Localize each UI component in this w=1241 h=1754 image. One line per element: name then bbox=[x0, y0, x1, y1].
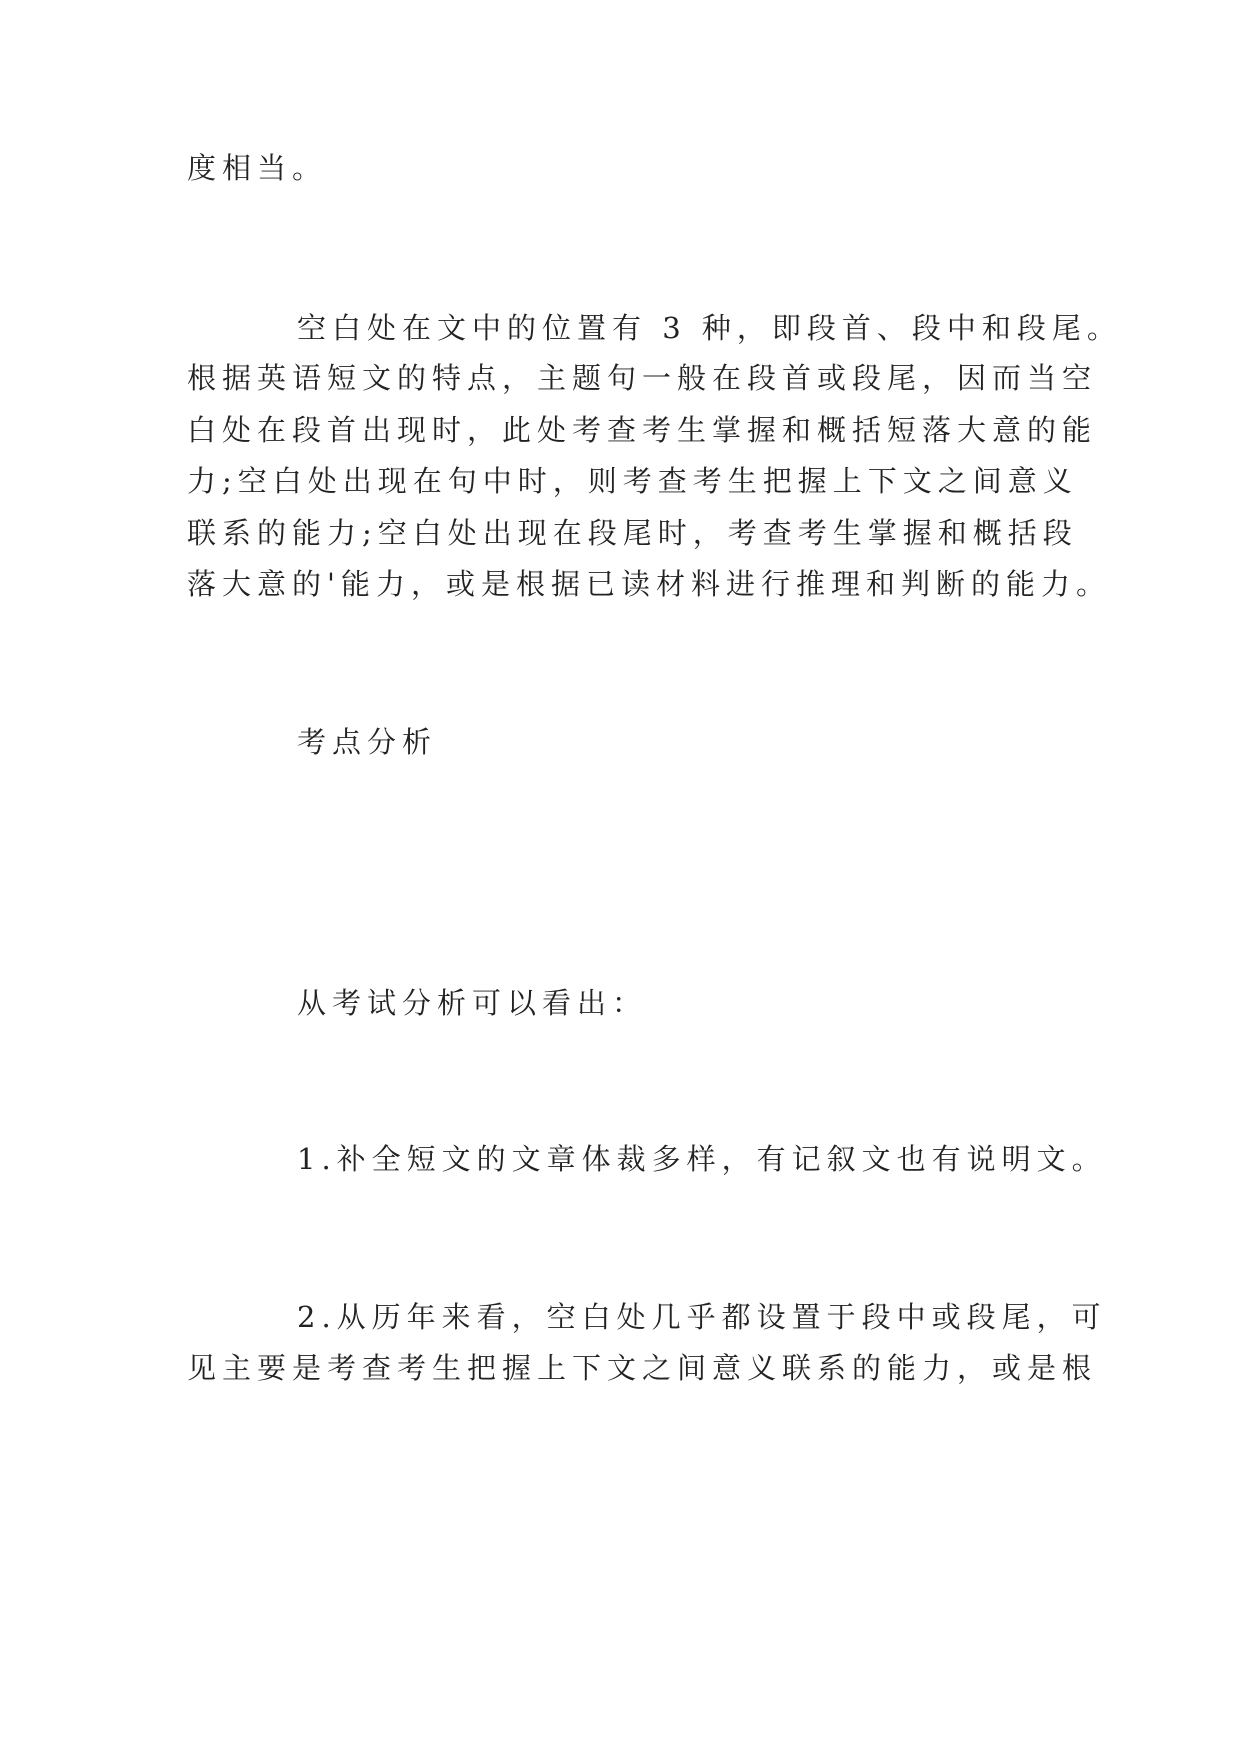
paragraph-position-line-6: 落大意的'能力，或是根据已读材料进行推理和判断的能力。 bbox=[187, 567, 1111, 601]
point-2-line-1: 2.从历年来看，空白处几乎都设置于段中或段尾，可 bbox=[297, 1300, 1107, 1334]
paragraph-position-line-5: 联系的能力;空白处出现在段尾时，考查考生掌握和概括段 bbox=[187, 516, 1078, 550]
paragraph-position-line-3: 白处在段首出现时，此处考查考生掌握和概括短落大意的能 bbox=[187, 413, 1098, 447]
paragraph-position-line-4: 力;空白处出现在句中时，则考查考生把握上下文之间意义 bbox=[187, 464, 1078, 498]
point-1-line: 1.补全短文的文章体裁多样，有记叙文也有说明文。 bbox=[297, 1142, 1107, 1176]
paragraph-position-line-2: 根据英语短文的特点，主题句一般在段首或段尾，因而当空 bbox=[187, 361, 1098, 395]
section-heading: 考点分析 bbox=[297, 725, 438, 759]
paragraph-fragment-line: 度相当。 bbox=[187, 151, 328, 185]
paragraph-position-line-1: 空白处在文中的位置有 3 种，即段首、段中和段尾。 bbox=[297, 311, 1122, 345]
point-2-line-2: 见主要是考查考生把握上下文之间意义联系的能力，或是根 bbox=[187, 1351, 1098, 1385]
analysis-intro-line: 从考试分析可以看出： bbox=[297, 986, 648, 1020]
